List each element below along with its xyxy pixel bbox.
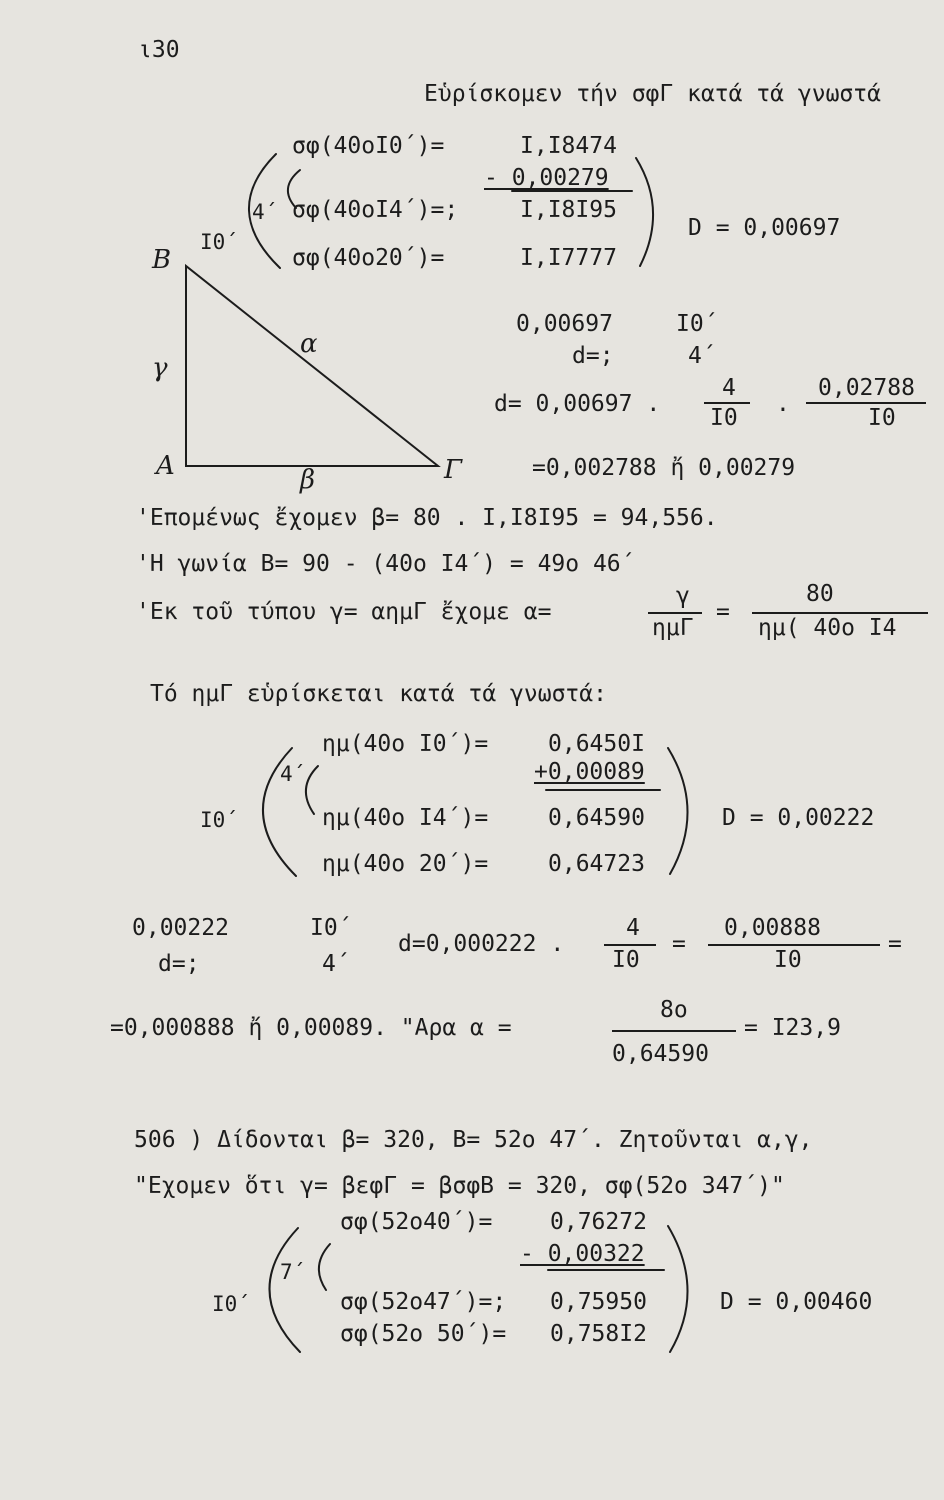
- b2-row3-val: 0,64590: [548, 805, 645, 831]
- i2-line2-b: 4΄: [322, 951, 350, 977]
- i2-eq2: =: [888, 931, 902, 957]
- i1-line1-b: Ι0΄: [676, 311, 718, 337]
- i1-d-label: d= 0,00697 .: [494, 391, 661, 417]
- i2-frac2-num: 0,00888: [724, 915, 821, 941]
- typos-frac2-num: 80: [806, 581, 834, 607]
- b3-right-paren: [668, 1226, 688, 1352]
- b1-row1-val: Ι,Ι8474: [520, 133, 617, 159]
- b2-D: D = 0,00222: [722, 805, 875, 831]
- b3-row1-val: 0,76272: [550, 1209, 647, 1235]
- i2-line2-a: d=;: [158, 951, 200, 977]
- i2-eq: =: [672, 931, 686, 957]
- b1-inner-paren: [288, 170, 300, 208]
- b3-D: D = 0,00460: [720, 1289, 873, 1315]
- line-ara: =0,000888 ἤ 0,00089. "Αρα α =: [110, 1015, 512, 1041]
- b3-row2-val: - 0,00322: [520, 1241, 645, 1267]
- b1-right-paren: [636, 158, 653, 266]
- b2-row1-lhs: ημ(40ο Ι0΄)=: [322, 731, 489, 757]
- b3-row1-lhs: σφ(52ο40΄)=: [340, 1209, 493, 1235]
- b1-row1-lhs: σφ(40οΙ0΄)=: [292, 133, 445, 159]
- triangle-side-gamma: γ: [152, 353, 168, 383]
- line-gonia: 'Η γωνία Β= 90 - (40ο Ι4΄) = 49ο 46΄: [136, 551, 635, 577]
- i1-frac-num: 4: [722, 375, 736, 401]
- b2-row1-val: 0,6450Ι: [548, 731, 645, 757]
- line-exomen: "Εχομεν ὅτι γ= βεφΓ = βσφΒ = 320, σφ(52ο 347΄)": [134, 1173, 785, 1199]
- i2-d-label: d=0,000222 .: [398, 931, 565, 957]
- b1-D: D = 0,00697: [688, 215, 841, 241]
- b3-row3-val: 0,75950: [550, 1289, 647, 1315]
- b1-row3-val: Ι,Ι8Ι95: [520, 197, 617, 223]
- i1-frac-den: Ι0: [710, 405, 738, 431]
- b2-row4-val: 0,64723: [548, 851, 645, 877]
- line-506: 506 ) Δίδονται β= 320, Β= 52ο 47΄. Ζητοῦνται α,γ,: [134, 1127, 813, 1153]
- i2-frac-num: 4: [626, 915, 640, 941]
- triangle-vertex-Gamma: Γ: [444, 455, 463, 485]
- b3-outer-diff: Ι0΄: [212, 1292, 250, 1316]
- i2-line1-a: 0,00222: [132, 915, 229, 941]
- i1-dot: .: [776, 391, 790, 417]
- typos-frac1-den: ημΓ: [652, 615, 694, 641]
- i1-line2-b: 4΄: [688, 343, 716, 369]
- line-epomenos: 'Επομένως ἔχομεν β= 80 . Ι,Ι8Ι95 = 94,556.: [136, 505, 718, 531]
- b2-row2-val: +0,00089: [534, 759, 645, 785]
- typos-frac2-den: ημ( 40ο Ι4: [758, 615, 897, 641]
- b1-row3-lhs: σφ(40οΙ4΄)=;: [292, 197, 459, 223]
- i1-result: =0,002788 ἤ 0,00279: [532, 455, 796, 481]
- b1-row4-lhs: σφ(40ο20΄)=: [292, 245, 445, 271]
- ara-frac-den: 0,64590: [612, 1041, 709, 1067]
- b2-outer-paren: [263, 748, 296, 876]
- b3-inner-diff: 7΄: [280, 1260, 306, 1284]
- triangle-vertex-A: A: [156, 451, 175, 481]
- b3-outer-paren: [269, 1228, 300, 1352]
- i2-frac2-den: Ι0: [774, 947, 802, 973]
- b3-row4-val: 0,758Ι2: [550, 1321, 647, 1347]
- b2-row3-lhs: ημ(40ο Ι4΄)=: [322, 805, 489, 831]
- right-triangle: [186, 266, 438, 466]
- b2-inner-diff: 4΄: [280, 762, 306, 786]
- b3-inner-paren: [319, 1244, 330, 1290]
- i1-frac2-num: 0,02788: [818, 375, 915, 401]
- page-number: ι30: [138, 37, 180, 63]
- ara-result: = Ι23,9: [744, 1015, 841, 1041]
- typos-frac1-num: γ: [676, 583, 690, 609]
- i1-frac2-den: Ι0: [868, 405, 896, 431]
- b1-row2-val: - 0,00279: [484, 165, 609, 191]
- b2-row4-lhs: ημ(40ο 20΄)=: [322, 851, 489, 877]
- b2-right-paren: [668, 748, 688, 874]
- i2-line1-b: Ι0΄: [310, 915, 352, 941]
- b3-row4-lhs: σφ(52ο 50΄)=: [340, 1321, 507, 1347]
- ara-frac-num: 8ο: [660, 997, 688, 1023]
- b2-inner-paren: [306, 766, 318, 814]
- triangle-side-beta: β: [300, 465, 316, 495]
- i2-frac-den: Ι0: [612, 947, 640, 973]
- typos-eq: =: [716, 599, 730, 625]
- line-to-hm: Τό ημΓ εὑρίσκεται κατά τά γνωστά:: [150, 681, 607, 707]
- b1-outer-paren: [249, 154, 280, 268]
- b1-outer-diff: Ι0΄: [200, 230, 238, 254]
- b2-outer-diff: Ι0΄: [200, 808, 238, 832]
- triangle-vertex-B: B: [152, 245, 172, 275]
- line-typos: 'Εκ τοῦ τύπου γ= αημΓ ἔχομε α=: [136, 599, 552, 625]
- b1-inner-diff: 4΄: [252, 200, 278, 224]
- b1-row4-val: Ι,Ι7777: [520, 245, 617, 271]
- i1-line2-a: d=;: [572, 343, 614, 369]
- triangle-side-alpha: α: [300, 329, 318, 359]
- b3-row3-lhs: σφ(52ο47΄)=;: [340, 1289, 507, 1315]
- i1-line1-a: 0,00697: [516, 311, 613, 337]
- intro-line: Εὑρίσκομεν τήν σφΓ κατά τά γνωστά: [424, 81, 881, 107]
